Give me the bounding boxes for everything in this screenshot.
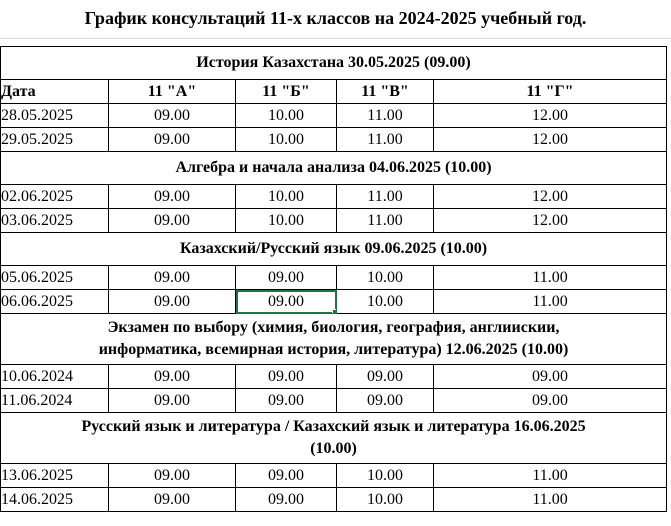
section-title-line: информатика, всемирная история, литература) 12.06.2025 (10.00): [98, 341, 569, 358]
section-title-language[interactable]: Казахский/Русский язык 09.06.2025 (10.00): [1, 233, 667, 266]
cell-time[interactable]: 09.00: [236, 488, 337, 512]
cell-time[interactable]: 10.00: [337, 266, 434, 290]
cell-time[interactable]: 09.00: [337, 389, 434, 413]
cell-date[interactable]: 02.06.2025: [1, 185, 109, 209]
header-date[interactable]: Дата: [1, 80, 109, 104]
cell-time[interactable]: 10.00: [236, 185, 337, 209]
cell-time[interactable]: 11.00: [337, 185, 434, 209]
cell-date[interactable]: 03.06.2025: [1, 209, 109, 233]
cell-time[interactable]: 09.00: [109, 185, 236, 209]
cell-time[interactable]: 09.00: [236, 266, 337, 290]
cell-time[interactable]: 09.00: [109, 488, 236, 512]
cell-time[interactable]: 11.00: [337, 209, 434, 233]
cell-time[interactable]: 09.00: [109, 128, 236, 152]
cell-time[interactable]: 12.00: [434, 128, 667, 152]
cell-time[interactable]: 09.00: [109, 209, 236, 233]
cell-date[interactable]: 14.06.2025: [1, 488, 109, 512]
section-title-line: Русский язык и литература / Казахский язык и литература 16.06.2025: [81, 418, 586, 435]
header-class-a[interactable]: 11 "А": [109, 80, 236, 104]
cell-date[interactable]: 29.05.2025: [1, 128, 109, 152]
section-title-history[interactable]: История Казахстана 30.05.2025 (09.00): [1, 47, 667, 80]
header-class-g[interactable]: 11 "Г": [434, 80, 667, 104]
cell-time[interactable]: 10.00: [236, 209, 337, 233]
cell-time[interactable]: 11.00: [337, 128, 434, 152]
cell-time[interactable]: 10.00: [337, 290, 434, 314]
section-title-elective[interactable]: [1, 314, 667, 365]
cell-date[interactable]: 11.06.2024: [1, 389, 109, 413]
cell-date[interactable]: 28.05.2025: [1, 104, 109, 128]
cell-date[interactable]: 06.06.2025: [1, 290, 109, 314]
cell-time[interactable]: 09.00: [109, 266, 236, 290]
gridline: [0, 38, 671, 39]
cell-time: 09.00: [268, 292, 304, 310]
table-row: [1, 128, 667, 152]
table-row: [1, 365, 667, 389]
header-class-v[interactable]: 11 "В": [337, 80, 434, 104]
cell-date[interactable]: 10.06.2024: [1, 365, 109, 389]
section-title-line: (10.00): [310, 440, 357, 457]
cell-time[interactable]: 10.00: [236, 128, 337, 152]
cell-time[interactable]: 09.00: [236, 365, 337, 389]
consultation-table: [0, 46, 667, 512]
cell-time[interactable]: 09.00: [434, 389, 667, 413]
section-title-literature[interactable]: [1, 413, 667, 464]
cell-time[interactable]: 11.00: [434, 464, 667, 488]
cell-time[interactable]: 09.00: [109, 389, 236, 413]
section-title-line: Экзамен по выбору (химия, биология, география, англиискии,: [107, 319, 560, 336]
table-row: [1, 488, 667, 512]
cell-time[interactable]: 12.00: [434, 209, 667, 233]
cell-time[interactable]: 10.00: [337, 464, 434, 488]
fill-handle[interactable]: [332, 309, 337, 314]
cell-time[interactable]: 09.00: [109, 464, 236, 488]
cell-time[interactable]: 09.00: [109, 290, 236, 314]
cell-time[interactable]: 09.00: [109, 365, 236, 389]
selected-cell[interactable]: [236, 290, 337, 314]
cell-time[interactable]: 11.00: [337, 104, 434, 128]
cell-date[interactable]: 13.06.2025: [1, 464, 109, 488]
table-row: [1, 290, 667, 314]
page-title[interactable]: График консультаций 11-х классов на 2024-2025 учебный год.: [84, 8, 587, 28]
cell-time[interactable]: 12.00: [434, 104, 667, 128]
cell-time[interactable]: 11.00: [434, 266, 667, 290]
table-row: [1, 185, 667, 209]
cell-time[interactable]: 11.00: [434, 488, 667, 512]
table-row: [1, 104, 667, 128]
cell-time[interactable]: 09.00: [236, 389, 337, 413]
header-class-b[interactable]: 11 "Б": [236, 80, 337, 104]
table-row: [1, 389, 667, 413]
section-title-algebra[interactable]: Алгебра и начала анализа 04.06.2025 (10.00): [1, 152, 667, 185]
cell-time[interactable]: 10.00: [337, 488, 434, 512]
table-row: [1, 266, 667, 290]
table-row: [1, 209, 667, 233]
table-row: [1, 464, 667, 488]
cell-time[interactable]: 10.00: [236, 104, 337, 128]
cell-time[interactable]: 09.00: [236, 464, 337, 488]
cell-time[interactable]: 12.00: [434, 185, 667, 209]
cell-date[interactable]: 05.06.2025: [1, 266, 109, 290]
cell-time[interactable]: 09.00: [434, 365, 667, 389]
cell-time[interactable]: 09.00: [337, 365, 434, 389]
cell-time[interactable]: 09.00: [109, 104, 236, 128]
cell-time[interactable]: 11.00: [434, 290, 667, 314]
